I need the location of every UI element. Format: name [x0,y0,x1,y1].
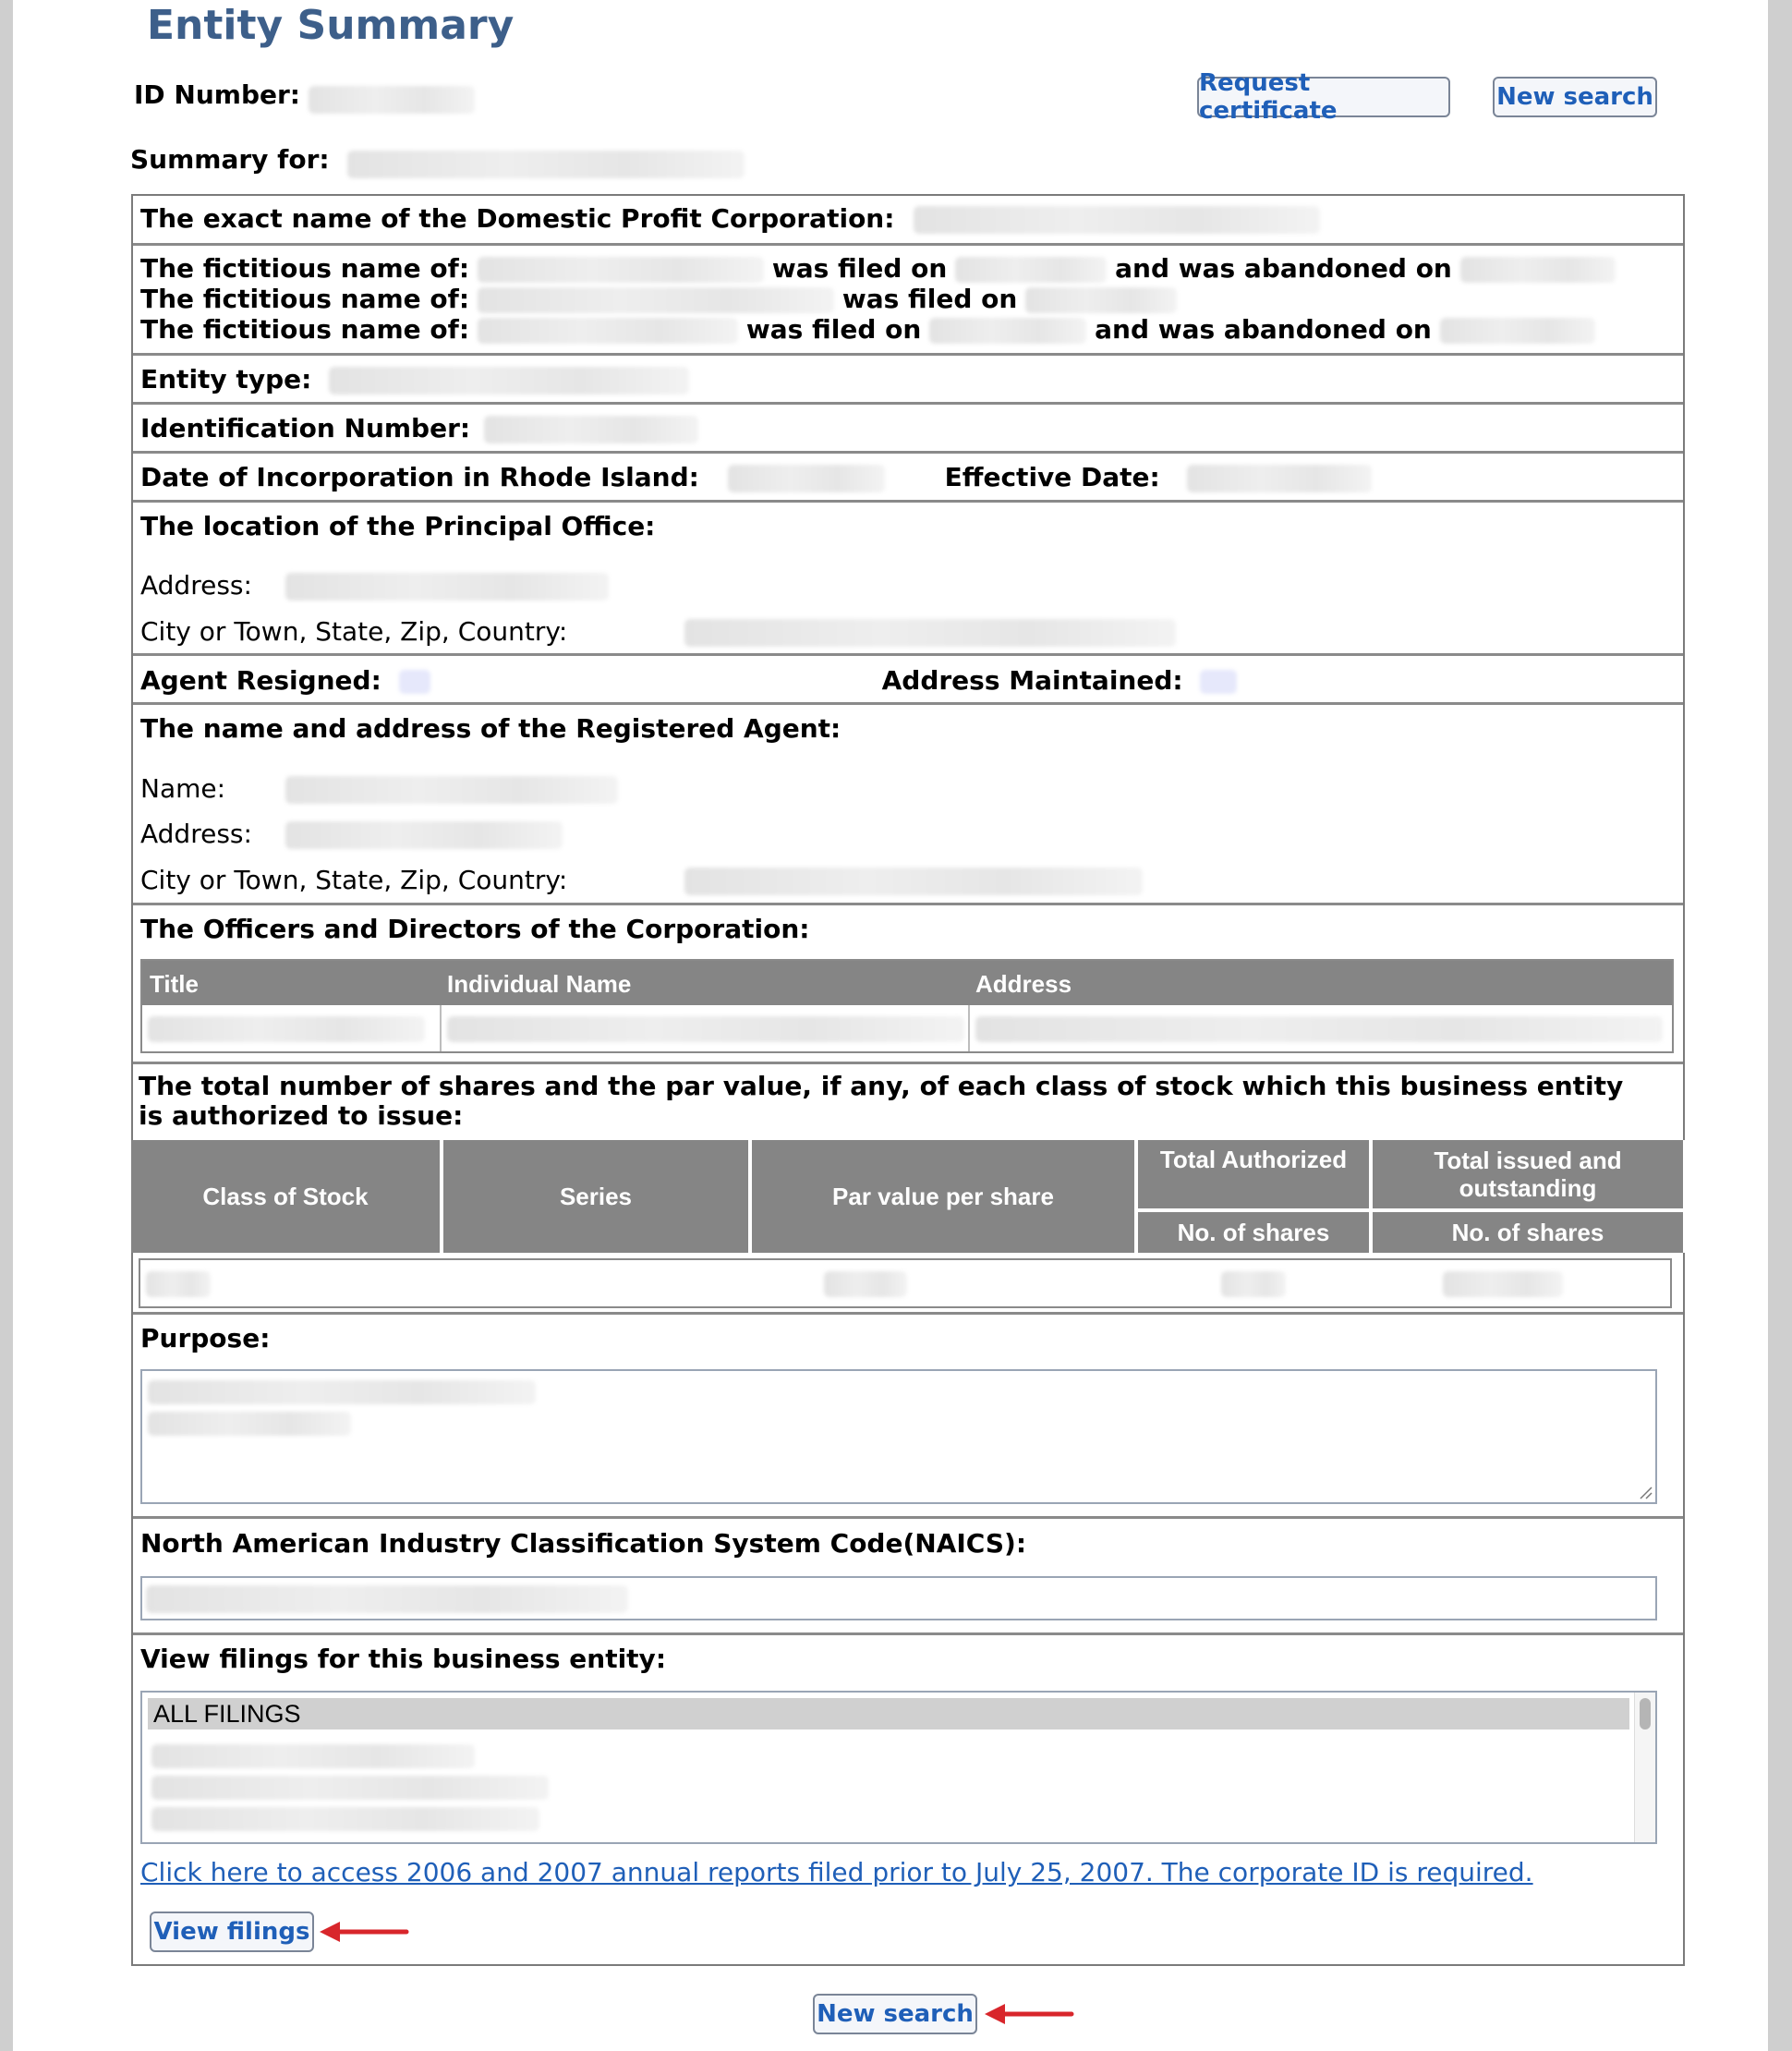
date-incorporation-label: Date of Incorporation in Rhode Island: [140,462,699,492]
filings-scrollbar[interactable] [1634,1693,1655,1844]
stock-col-series: Series [443,1140,748,1253]
address-label: Address: [140,819,252,849]
officers-table [140,959,1674,1053]
exact-name-row [140,203,1320,234]
entity-type-label: Entity type: [140,364,312,394]
id-number-label: ID Number: [134,79,300,110]
abandoned-on-text: and was abandoned on [1115,253,1452,284]
naics-field[interactable] [140,1576,1657,1620]
officer-name-redacted [447,1016,964,1042]
naics-heading: North American Industry Classification System Code(NAICS): [140,1528,1027,1559]
officers-table-row [142,1005,1672,1051]
filings-scrollbar-thumb[interactable] [1640,1698,1651,1729]
officers-table-header [142,961,1672,1005]
was-filed-on-text: was filed on [745,314,922,345]
address-maintained-label: Address Maintained: [881,665,1183,696]
view-filings-button[interactable]: View filings [150,1911,314,1952]
identification-number-row [140,413,698,443]
stock-table [131,1140,1685,1312]
summary-for-value-redacted [347,151,745,178]
agent-resigned-value-redacted [399,670,430,694]
purpose-text-redacted [148,1380,536,1404]
principal-address-row [140,570,609,601]
filed-date-redacted [955,257,1107,283]
entity-type-value-redacted [329,367,689,394]
stock-par-value-redacted [824,1271,907,1297]
fictitious-name-redacted [478,287,834,313]
purpose-text-redacted [148,1412,351,1436]
filings-option-all-label: ALL FILINGS [153,1700,301,1728]
officer-title-redacted [148,1016,425,1042]
stock-col-authorized-shares: No. of shares [1138,1212,1369,1253]
resize-handle-icon[interactable] [1639,1486,1653,1500]
filings-option-all[interactable] [148,1698,1629,1729]
effective-date-label: Effective Date: [944,462,1160,492]
principal-address-redacted [285,573,609,601]
officers-col-title: Title [150,970,199,998]
fictitious-label: The fictitious name of: [140,314,470,345]
stock-issued-redacted [1443,1271,1563,1297]
city-label: City or Town, State, Zip, Country: [140,865,568,895]
was-filed-on-text: was filed on [771,253,948,284]
agent-resigned-row [140,665,1237,696]
view-filings-heading: View filings for this business entity: [140,1644,667,1674]
fictitious-name-redacted [478,257,764,283]
id-number-row [134,79,475,114]
summary-for-label: Summary for: [130,144,330,175]
abandoned-date-redacted [1460,257,1616,283]
filed-date-redacted [929,318,1086,344]
principal-city-row [140,616,1176,647]
agent-address-redacted [285,821,563,849]
fictitious-name-redacted [478,318,738,344]
stock-col-total-issued: Total issued and outstanding [1373,1140,1683,1208]
archive-reports-link[interactable]: Click here to access 2006 and 2007 annual reports filed prior to July 25, 2007. The corporate ID is required. [140,1857,1533,1887]
stock-class-redacted [146,1271,211,1297]
arrow-left-icon [983,2000,1075,2028]
stock-col-par-value: Par value per share [752,1140,1134,1253]
fictitious-label: The fictitious name of: [140,253,470,284]
filed-date-redacted [1025,287,1177,313]
stock-table-row [139,1258,1672,1308]
identification-number-value-redacted [484,416,698,443]
filings-listbox[interactable] [140,1691,1657,1844]
shares-heading: The total number of shares and the par value, if any, of each class of stock which this business entity is authorized to issue: [139,1071,1624,1131]
purpose-textarea[interactable] [140,1369,1657,1504]
naics-value-redacted [146,1585,628,1613]
abandoned-on-text: and was abandoned on [1095,314,1432,345]
fictitious-name-row-3 [140,314,1595,345]
principal-city-redacted [684,619,1176,647]
incorporation-date-redacted [728,465,885,492]
filings-option-redacted[interactable] [151,1776,549,1800]
officers-col-address: Address [975,970,1072,998]
exact-name-value-redacted [914,206,1320,234]
address-label: Address: [140,570,252,601]
page-title: Entity Summary [147,2,515,49]
identification-number-label: Identification Number: [140,413,471,443]
name-label: Name: [140,773,226,804]
stock-authorized-redacted [1221,1271,1286,1297]
was-filed-on-text: was filed on [842,284,1018,314]
stock-col-issued-shares: No. of shares [1373,1212,1683,1253]
principal-office-heading: The location of the Principal Office: [140,511,656,541]
summary-for-row [130,144,745,178]
effective-date-redacted [1187,465,1372,492]
agent-resigned-label: Agent Resigned: [140,665,381,696]
request-certificate-button[interactable]: Request certificate [1197,77,1450,117]
fictitious-label: The fictitious name of: [140,284,470,314]
agent-city-row [140,865,1143,895]
filings-option-redacted[interactable] [151,1744,475,1768]
registered-agent-heading: The name and address of the Registered Agent: [140,713,842,744]
id-number-value-redacted [309,86,475,114]
agent-city-redacted [684,868,1143,895]
filings-option-redacted[interactable] [151,1807,539,1831]
new-search-button-top[interactable]: New search [1493,77,1657,117]
officers-col-individual-name: Individual Name [447,970,632,998]
incorporation-row [140,462,1372,492]
officer-address-redacted [975,1016,1663,1042]
agent-address-row [140,819,563,849]
stock-table-header [131,1140,1685,1253]
city-label: City or Town, State, Zip, Country: [140,616,568,647]
entity-type-row [140,364,689,394]
exact-name-label: The exact name of the Domestic Profit Corporation: [140,203,895,234]
address-maintained-value-redacted [1200,670,1237,694]
arrow-left-icon [318,1918,410,1946]
abandoned-date-redacted [1440,318,1595,344]
fictitious-name-row-2 [140,284,1177,314]
page [13,0,1768,2051]
agent-name-redacted [285,776,618,804]
agent-name-row [140,773,618,804]
officers-heading: The Officers and Directors of the Corporation: [140,914,810,944]
stock-col-total-authorized: Total Authorized [1138,1140,1369,1208]
purpose-heading: Purpose: [140,1323,271,1353]
stock-col-class: Class of Stock [131,1140,440,1253]
entity-summary-card [131,194,1685,1966]
fictitious-name-row-1 [140,253,1616,284]
new-search-button-bottom[interactable]: New search [813,1994,977,2034]
